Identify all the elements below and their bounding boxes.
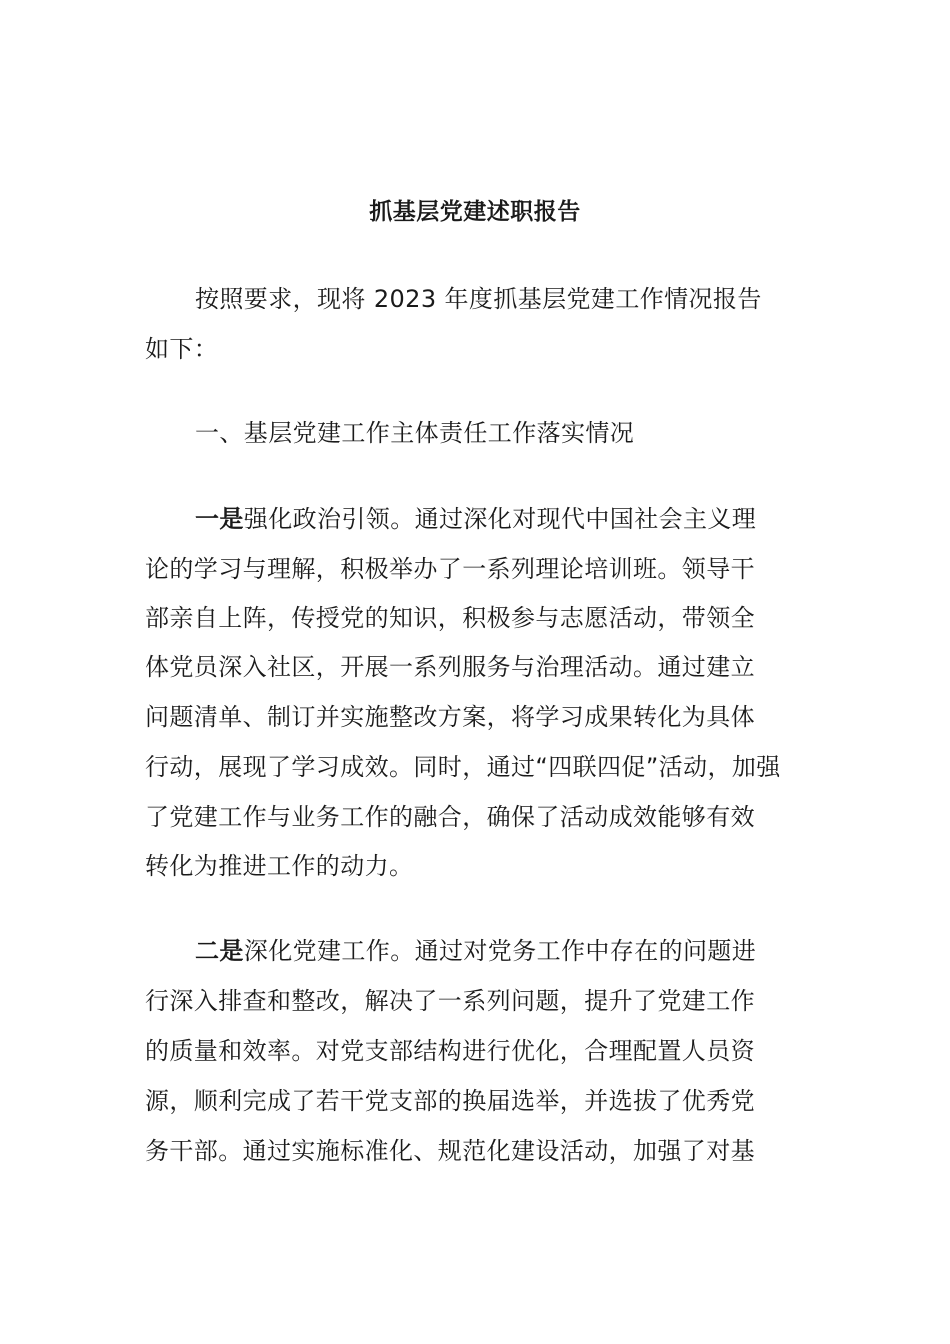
- intro-line-2: 如下：: [145, 335, 219, 363]
- para2-lead: 二是: [195, 937, 244, 965]
- para1-line-1-text: 强化政治引领。通过深化对现代中国社会主义理: [243, 505, 757, 533]
- para1-line-5: 问题清单、制订并实施整改方案，将学习成果转化为具体: [145, 703, 755, 731]
- para2-line-2: 行深入排查和整改，解决了一系列问题，提升了党建工作: [145, 987, 755, 1015]
- para2-line-5: 务干部。通过实施标准化、规范化建设活动，加强了对基: [145, 1137, 755, 1165]
- para1-line-3: 部亲自上阵，传授党的知识，积极参与志愿活动，带领全: [145, 604, 755, 632]
- para1-line-2: 论的学习与理解，积极举办了一系列理论培训班。领导干: [145, 555, 755, 583]
- para2-line-4: 源，顺利完成了若干党支部的换届选举，并选拔了优秀党: [145, 1087, 755, 1115]
- para2-line-1: [195, 935, 756, 967]
- para1-line-1: [195, 503, 756, 535]
- para1-lead: 一是: [195, 505, 244, 533]
- para1-line-4: 体党员深入社区，开展一系列服务与治理活动。通过建立: [145, 653, 755, 681]
- intro-line-1: 按照要求，现将 2023 年度抓基层党建工作情况报告: [195, 285, 762, 313]
- para1-line-7: 了党建工作与业务工作的融合，确保了活动成效能够有效: [145, 803, 755, 831]
- document-title: 抓基层党建述职报告: [369, 199, 581, 225]
- para2-line-3: 的质量和效率。对党支部结构进行优化，合理配置人员资: [145, 1037, 755, 1065]
- para1-line-8: 转化为推进工作的动力。: [145, 852, 414, 880]
- para2-line-1-text: 深化党建工作。通过对党务工作中存在的问题进: [243, 937, 757, 965]
- section-heading: 一、基层党建工作主体责任工作落实情况: [195, 419, 635, 447]
- para1-line-6: 行动，展现了学习成效。同时，通过“四联四促”活动，加强: [145, 753, 781, 781]
